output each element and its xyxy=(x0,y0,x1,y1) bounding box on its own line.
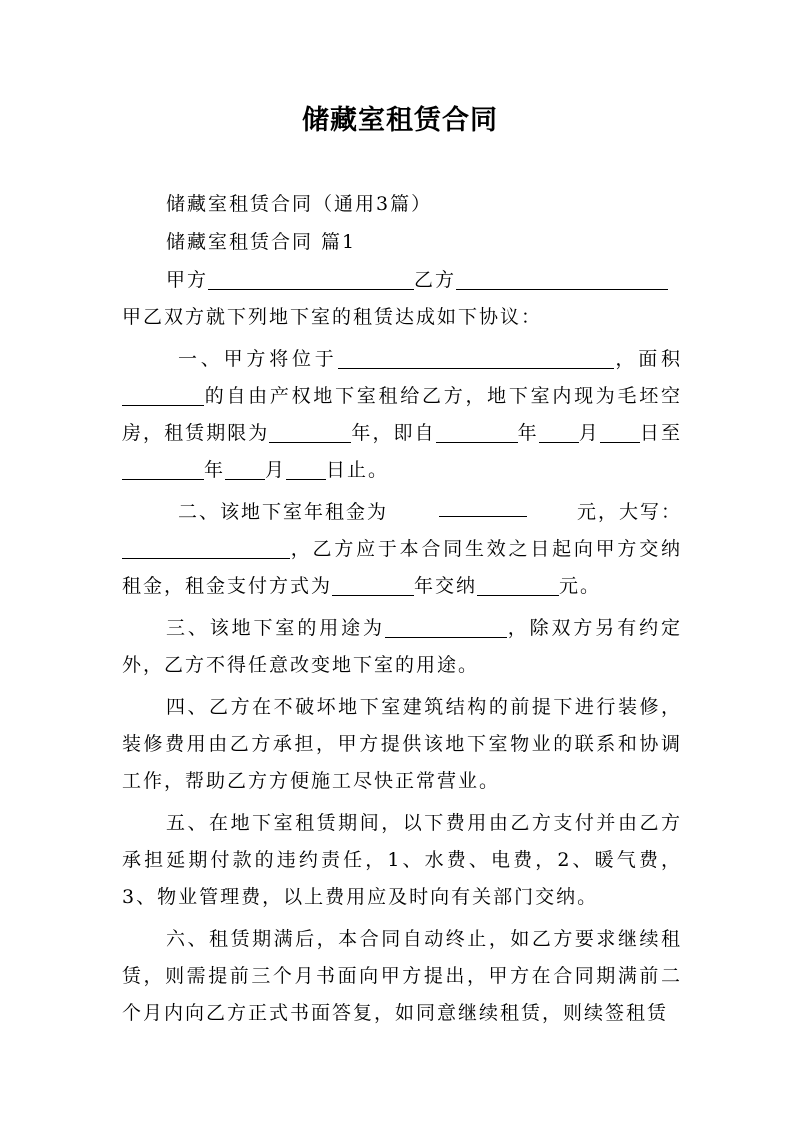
party-a-blank xyxy=(208,267,414,290)
section-2-text-e: 元。 xyxy=(559,575,602,597)
rent-in-words-blank xyxy=(122,536,290,559)
section-1-text-d: 年，即自 xyxy=(351,422,436,444)
start-month-blank xyxy=(539,420,579,443)
section-3-text-b: ，除双方另有约定外，乙方不得任意改变地下室的用途。 xyxy=(122,617,682,676)
document-subtitle: 储藏室租赁合同（通用3篇） xyxy=(166,193,433,215)
section-2-text-b: 元，大写： xyxy=(576,501,682,523)
payment-amount-blank xyxy=(477,573,559,596)
section-2 xyxy=(122,494,682,605)
usage-blank xyxy=(385,615,507,638)
section-1-text-h: 年 xyxy=(204,459,226,481)
section-3-text-a: 三、该地下室的用途为 xyxy=(166,617,385,639)
term-years-blank xyxy=(269,420,351,443)
section-1-text-c: 的自由产权地下室租给乙方，地下室内现为毛坯空房，租赁期限为 xyxy=(122,385,682,444)
section-2-rest xyxy=(122,531,682,605)
document-body xyxy=(122,186,682,1032)
payment-interval-blank xyxy=(332,573,414,596)
start-year-blank xyxy=(436,420,518,443)
section-2-text-c: ，乙方应于本合同生效之日起向甲方交纳租金，租金支付方式为 xyxy=(122,538,682,597)
end-year-blank xyxy=(122,457,204,480)
location-blank xyxy=(338,346,614,369)
area-blank xyxy=(122,383,204,406)
end-month-blank xyxy=(225,457,265,480)
section-1-text-j: 日止。 xyxy=(326,459,390,481)
intro-paragraph: 甲乙双方就下列地下室的租赁达成如下协议： xyxy=(122,306,543,328)
section-1-text-i: 月 xyxy=(265,459,287,481)
section-1 xyxy=(122,341,682,489)
part-label: 储藏室租赁合同 篇1 xyxy=(166,231,357,253)
section-2-line-1 xyxy=(122,494,682,531)
section-3 xyxy=(122,610,682,684)
parties-line xyxy=(122,262,682,299)
section-1-text-g: 日至 xyxy=(639,422,682,444)
party-b-blank xyxy=(456,267,668,290)
section-6: 六、租赁期满后，本合同自动终止，如乙方要求继续租赁，则需提前三个月书面向甲方提出，甲方在合同期满前二个月内向乙方正式书面答复，如同意继续租赁，则续签租赁 xyxy=(122,928,682,1024)
section-1-text-a: 一、甲方将位于 xyxy=(178,348,338,370)
party-a-label: 甲方 xyxy=(166,269,209,291)
party-b-label: 乙方 xyxy=(414,269,457,291)
section-2-text-d: 年交纳 xyxy=(414,575,478,597)
document-title: 储藏室租赁合同 xyxy=(302,105,498,136)
section-5: 五、在地下室租赁期间，以下费用由乙方支付并由乙方承担延期付款的违约责任，1、水费、电费，2、暖气费，3、物业管理费，以上费用应及时向有关部门交纳。 xyxy=(122,812,682,908)
section-1-text-e: 年 xyxy=(517,422,539,444)
section-1-text-f: 月 xyxy=(578,422,600,444)
annual-rent-blank xyxy=(439,494,527,517)
end-day-blank xyxy=(286,457,326,480)
start-day-blank xyxy=(600,420,640,443)
section-4: 四、乙方在不破坏地下室建筑结构的前提下进行装修，装修费用由乙方承担，甲方提供该地下室物业的联系和协调工作，帮助乙方方便施工尽快正常营业。 xyxy=(122,696,682,792)
section-2-text-a: 二、该地下室年租金为 xyxy=(178,501,389,523)
section-1-text-b: ，面积 xyxy=(613,348,682,370)
